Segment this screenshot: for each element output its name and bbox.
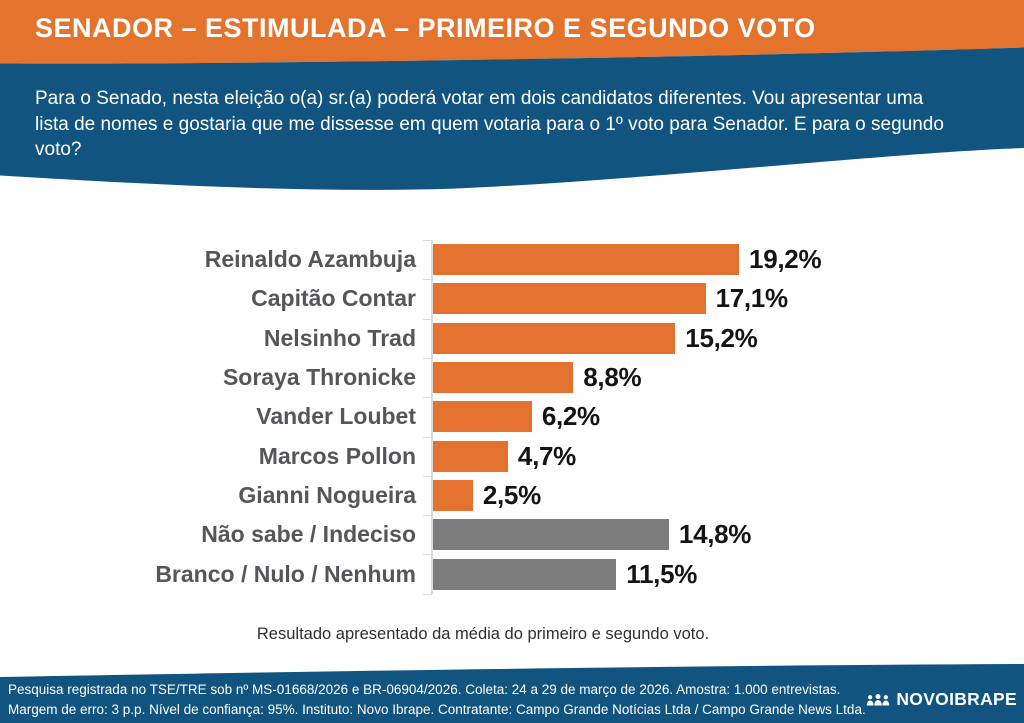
bar-value-label: 2,5%	[482, 479, 541, 510]
axis-tick	[423, 240, 432, 241]
bar-area	[433, 362, 1024, 393]
survey-question-text: Para o Senado, nesta eleição o(a) sr.(a) poderá votar em dois candidatos diferentes. Vou apresentar uma lista de nomes e gostaria que me dissesse em quem votaria para o 1º voto para Senador. E para o segundo voto?	[35, 88, 944, 160]
axis-tick	[423, 437, 432, 438]
bar-value-label: 14,8%	[678, 519, 752, 550]
bar-chart	[0, 240, 1024, 594]
bar-area	[433, 441, 1024, 472]
bar	[433, 244, 739, 275]
bar-category-label: Soraya Thronicke	[222, 364, 416, 391]
bar-category-label: Branco / Nulo / Nenhum	[155, 560, 416, 587]
chart-caption: Resultado apresentado da média do primeiro e segundo voto.	[256, 625, 710, 643]
bar-row	[0, 240, 1024, 279]
bar-row	[0, 397, 1024, 436]
bar-area	[433, 244, 1024, 275]
bar-area	[433, 323, 1024, 354]
bar-value-label: 15,2%	[685, 322, 758, 353]
axis-tick	[423, 279, 432, 280]
people-group-icon	[866, 693, 890, 707]
novo-ibrape-logo	[866, 689, 1017, 710]
bar-area	[433, 559, 1024, 590]
bar-value-label: 19,2%	[749, 244, 822, 275]
bar	[433, 559, 616, 590]
bar	[433, 519, 669, 550]
bar	[433, 362, 573, 393]
bar	[433, 441, 508, 472]
bar-value-label: 6,2%	[541, 401, 600, 432]
footer-text-block	[8, 680, 866, 720]
bar-area	[433, 519, 1024, 550]
bar	[433, 401, 532, 432]
bar-category-label: Vander Loubet	[256, 403, 416, 430]
bar-row	[0, 279, 1024, 318]
bar-category-label: Gianni Nogueira	[238, 481, 416, 508]
bar	[433, 323, 675, 354]
footer-methodology-line: Margem de erro: 3 p.p. Nível de confiança: 95%. Instituto: Novo Ibrape. Contratante: Campo Grande Notícias Ltda / Campo Grande News Ltda.	[8, 702, 866, 717]
bar-category-label: Reinaldo Azambuja	[204, 246, 416, 273]
bar-value-label: 17,1%	[715, 283, 788, 314]
footer-registration-line: Pesquisa registrada no TSE/TRE sob nº MS-01668/2026 e BR-06904/2026. Coleta: 24 a 29 de março de 2026. Amostra: 1.000 entrevistas.	[8, 682, 841, 697]
logo-text: NOVOIBRAPE	[896, 689, 1017, 709]
bar-value-label: 8,8%	[583, 362, 642, 393]
axis-tick	[423, 515, 432, 516]
bar-rows-container	[0, 240, 1024, 594]
bar-row	[0, 319, 1024, 358]
bar-row	[0, 515, 1024, 554]
bar-category-label: Não sabe / Indeciso	[201, 521, 416, 548]
axis-tick	[423, 397, 432, 398]
bar-category-label: Nelsinho Trad	[263, 324, 416, 351]
bar-value-label: 11,5%	[626, 558, 698, 589]
footer	[0, 663, 1024, 723]
bar-value-label: 4,7%	[517, 440, 576, 471]
bar-row	[0, 554, 1024, 593]
bar-area	[433, 480, 1024, 511]
bar-category-label: Capitão Contar	[251, 285, 416, 312]
bar-row	[0, 358, 1024, 397]
bar-row	[0, 476, 1024, 515]
bar-category-label: Marcos Pollon	[258, 442, 416, 469]
axis-tick	[423, 358, 432, 359]
axis-tick	[423, 554, 432, 555]
axis-tick	[423, 319, 432, 320]
axis-tick	[423, 476, 432, 477]
page-title: SENADOR – ESTIMULADA – PRIMEIRO E SEGUNDO VOTO	[35, 13, 816, 43]
bar-area	[433, 283, 1024, 314]
bar-row	[0, 436, 1024, 475]
axis-tick	[423, 594, 432, 595]
bar	[433, 283, 706, 314]
bar-area	[433, 401, 1024, 432]
bar	[433, 480, 473, 511]
